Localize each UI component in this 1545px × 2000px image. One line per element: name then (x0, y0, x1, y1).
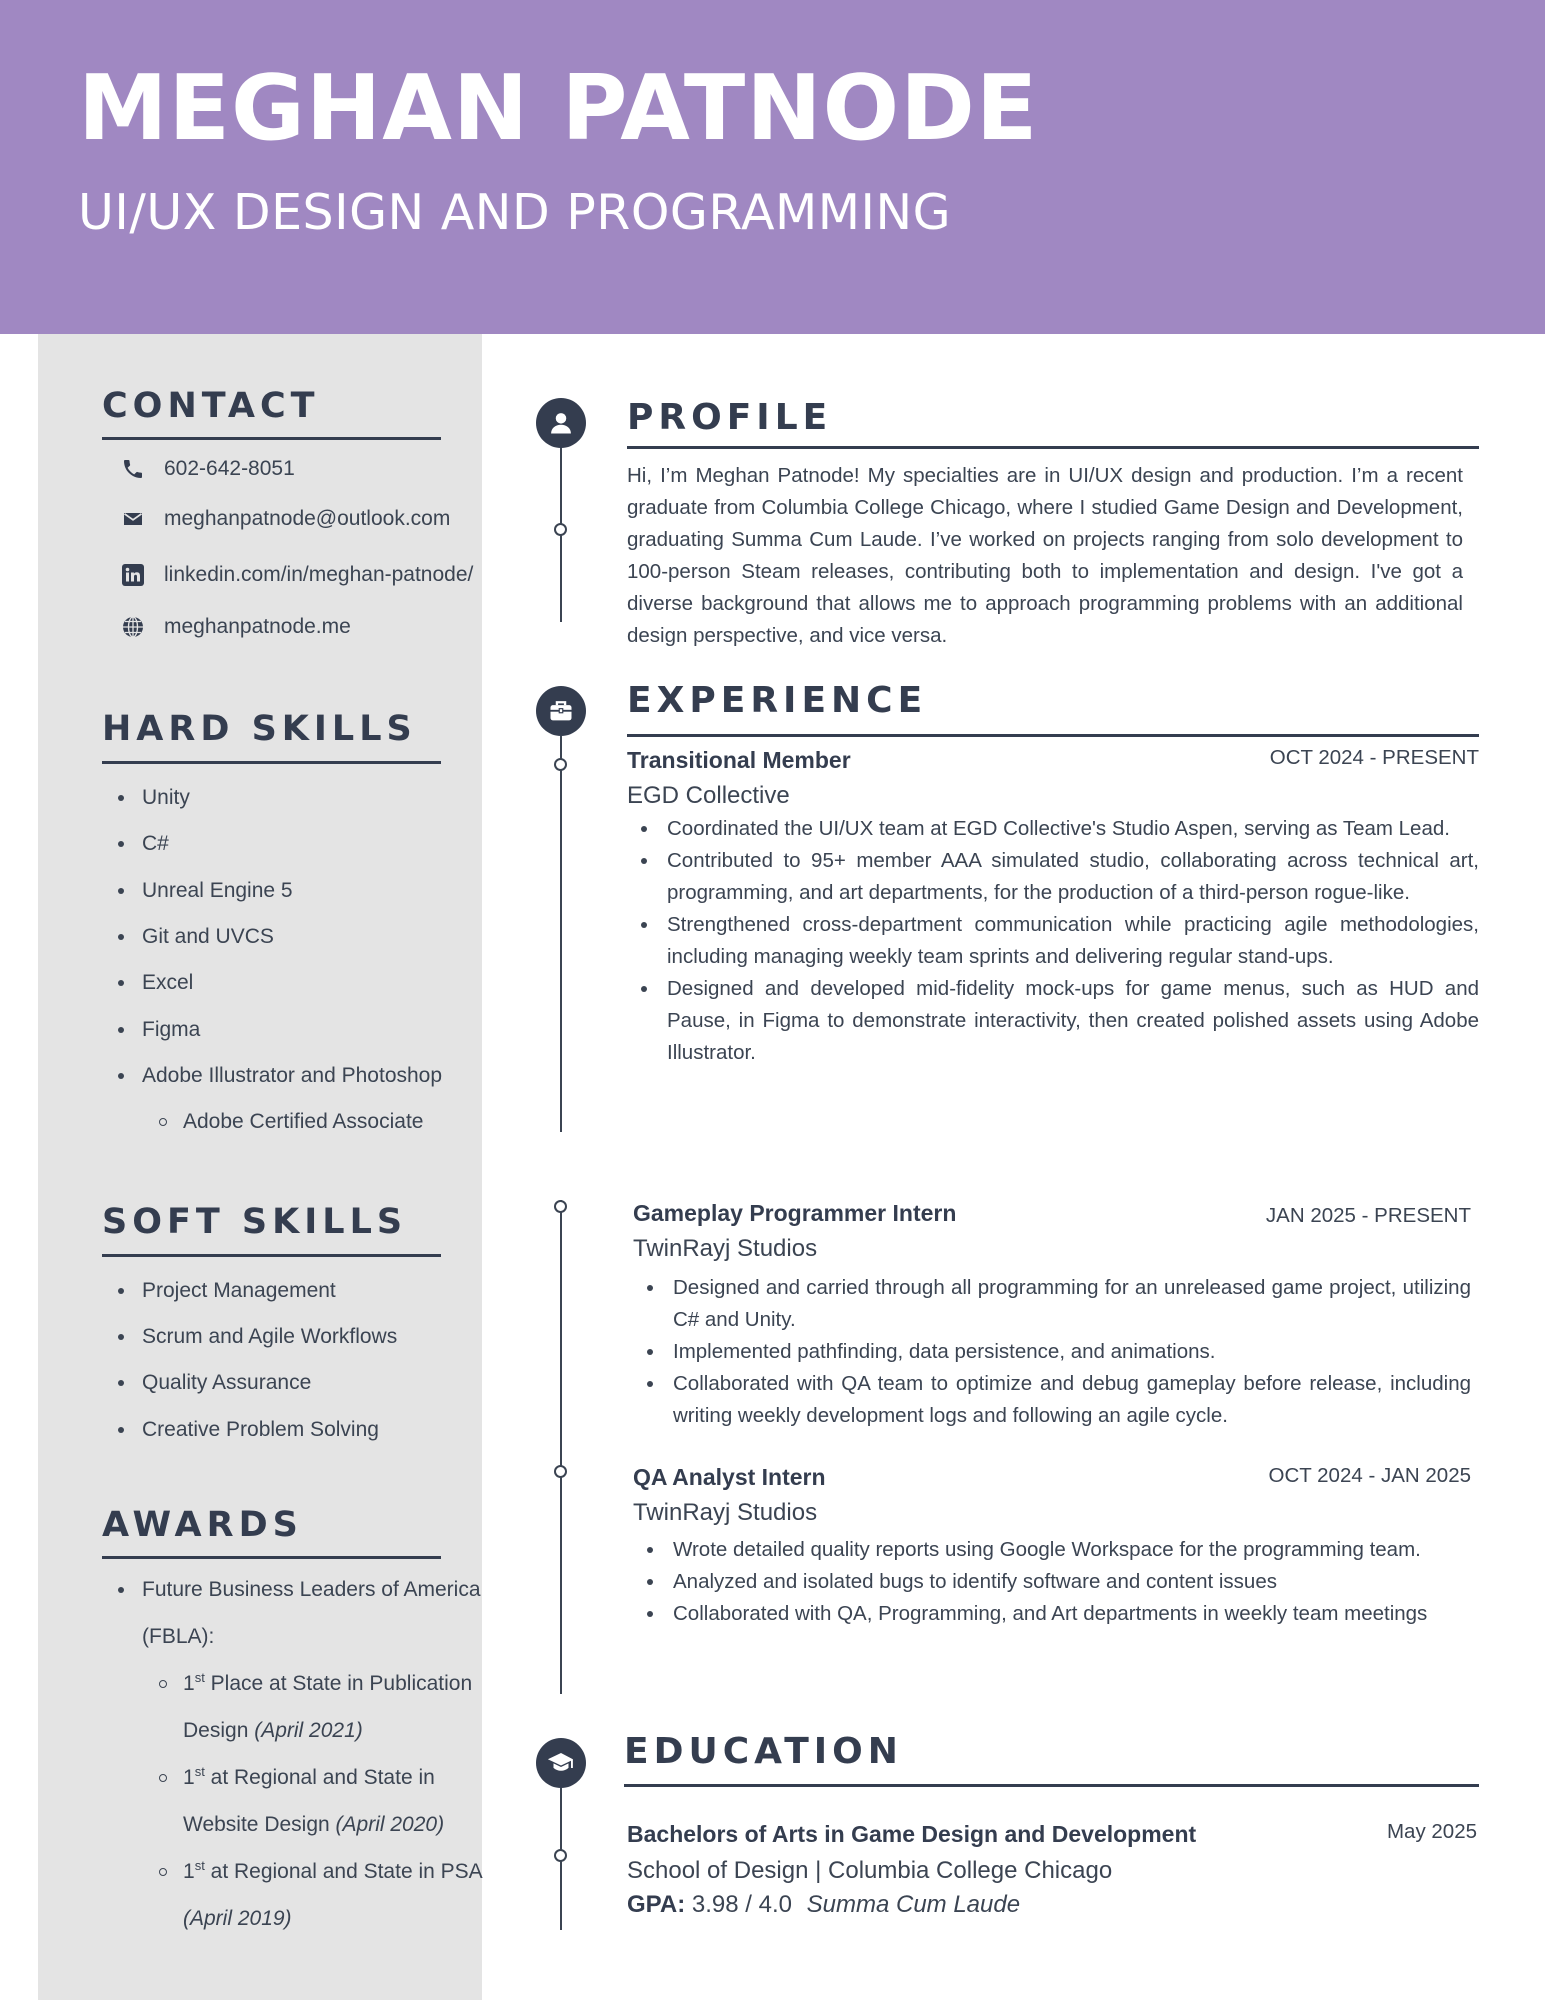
job-title: Transitional Member (627, 747, 851, 773)
list-item: Wrote detailed quality reports using Google Workspace for the programming team. (633, 1534, 1471, 1566)
contact-linkedin[interactable] (120, 560, 474, 590)
experience-divider (627, 734, 1479, 737)
job-date: OCT 2024 - JAN 2025 (1268, 1464, 1471, 1487)
contact-divider (102, 437, 441, 440)
soft-skills-heading: SOFT SKILLS (102, 1202, 408, 1242)
hard-skills-heading: HARD SKILLS (102, 709, 417, 749)
list-item: Designed and carried through all programming for an unreleased game project, utilizing C# and Unity. (633, 1272, 1471, 1336)
awards-heading: AWARDS (102, 1505, 303, 1545)
profile-heading: PROFILE (627, 397, 833, 438)
header-banner (0, 0, 1545, 334)
list-item: Analyzed and isolated bugs to identify software and content issues (633, 1566, 1471, 1598)
profile-summary: Hi, I’m Meghan Patnode! My specialties are in UI/UX design and production. I’m a recent graduate from Columbia College Chicago, where I studied Game Design and Development, graduating Summa Cum Laude. I’ve worked on projects ranging from solo development to 100-person Steam releases, contributing both to implementation and design. I've got a diverse background that allows me to approach programming problems with an additional design perspective, and vice versa. (627, 464, 1463, 647)
email-link[interactable]: meghanpatnode@outlook.com (164, 507, 451, 530)
timeline-node (554, 523, 567, 536)
sidebar: CONTACT 602-642-8051 meghanpatnode@outlook.com linkedin.com/in/meghan-patnode/ meghanpatnode.me HARD SKILLS Unity C# Unreal Engine 5 Git and UVCS Excel Figma Adobe Illustrator and Photoshop Adobe Certified Associate SOFT SKILLS Project Management Scrum and Agile Workflows Quality Assurance Creative Problem Solving AWARDS Future Business Leaders of America (FBLA): 1st Place at State in Publication Design (April 2021) 1st at Regional and State in Website Design (April 2020) 1st at Regional and State in PSA (April 2019) (38, 334, 482, 2000)
soft-skills-divider (102, 1254, 441, 1257)
list-item: Coordinated the UI/UX team at EGD Collective's Studio Aspen, serving as Team Lead. (627, 813, 1479, 845)
website-link[interactable]: meghanpatnode.me (164, 615, 351, 638)
job-title: Gameplay Programmer Intern (633, 1200, 957, 1226)
gpa-value: 3.98 / 4.0 (691, 1891, 792, 1918)
list-item: Collaborated with QA team to optimize and debug gameplay before release, including writing weekly development logs and following an agile cycle. (633, 1368, 1471, 1432)
linkedin-icon (120, 562, 146, 588)
profile-user-icon (536, 398, 586, 448)
job-organization: EGD Collective (627, 782, 790, 809)
education-heading: EDUCATION (624, 1731, 903, 1772)
graduation-cap-icon (536, 1738, 586, 1788)
timeline-node (554, 1200, 567, 1213)
job-organization: TwinRayj Studios (633, 1499, 818, 1526)
education-divider (624, 1784, 1479, 1787)
phone-number: 602-642-8051 (164, 457, 295, 480)
job-date: JAN 2025 - PRESENT (1265, 1204, 1471, 1227)
graduation-date: May 2025 (1386, 1820, 1477, 1843)
awards-divider (102, 1556, 441, 1559)
job-organization: TwinRayj Studios (633, 1235, 818, 1262)
job-bullets (627, 813, 1479, 1069)
contact-phone (120, 454, 295, 484)
hard-skills-divider (102, 761, 441, 764)
timeline-segment (560, 1200, 562, 1694)
timeline-node (554, 1849, 567, 1862)
list-item: Contributed to 95+ member AAA simulated studio, collaborating across technical art, programming, and art departments, for the production of a third-person rogue-like. (627, 845, 1479, 909)
job-date: OCT 2024 - PRESENT (1269, 746, 1479, 769)
timeline-segment (560, 736, 562, 1132)
timeline-node (554, 1465, 567, 1478)
contact-heading: CONTACT (102, 386, 320, 426)
globe-icon (120, 614, 146, 640)
contact-email[interactable] (120, 504, 451, 534)
school-name: School of Design | Columbia College Chicago (627, 1857, 1113, 1884)
gpa-label: GPA: (627, 1891, 686, 1918)
experience-heading: EXPERIENCE (627, 680, 928, 721)
job-bullets (633, 1272, 1471, 1432)
job-title: QA Analyst Intern (633, 1464, 826, 1490)
timeline-node (554, 758, 567, 771)
list-item: Strengthened cross-department communication while practicing agile methodologies, including managing weekly team sprints and delivering regular stand-ups. (627, 909, 1479, 973)
honors: Summa Cum Laude (806, 1891, 1021, 1918)
resume-name: MEGHAN PATNODE (78, 56, 1039, 161)
linkedin-link[interactable]: linkedin.com/in/meghan-patnode/ (164, 563, 474, 586)
resume-tagline: UI/UX DESIGN AND PROGRAMMING (78, 184, 952, 241)
degree-title: Bachelors of Arts in Game Design and Development (627, 1821, 1197, 1847)
briefcase-icon (536, 686, 586, 736)
job-bullets (633, 1534, 1471, 1630)
contact-website[interactable] (120, 612, 351, 642)
phone-icon (120, 456, 146, 482)
gpa-line (627, 1893, 1020, 1917)
list-item: Implemented pathfinding, data persistence, and animations. (633, 1336, 1471, 1368)
list-item: Collaborated with QA, Programming, and Art departments in weekly team meetings (633, 1598, 1471, 1630)
profile-divider (627, 446, 1479, 449)
list-item: Designed and developed mid-fidelity mock-ups for game menus, such as HUD and Pause, in Figma to demonstrate interactivity, then created polished assets using Adobe Illustrator. (627, 973, 1479, 1069)
envelope-icon (120, 506, 146, 532)
